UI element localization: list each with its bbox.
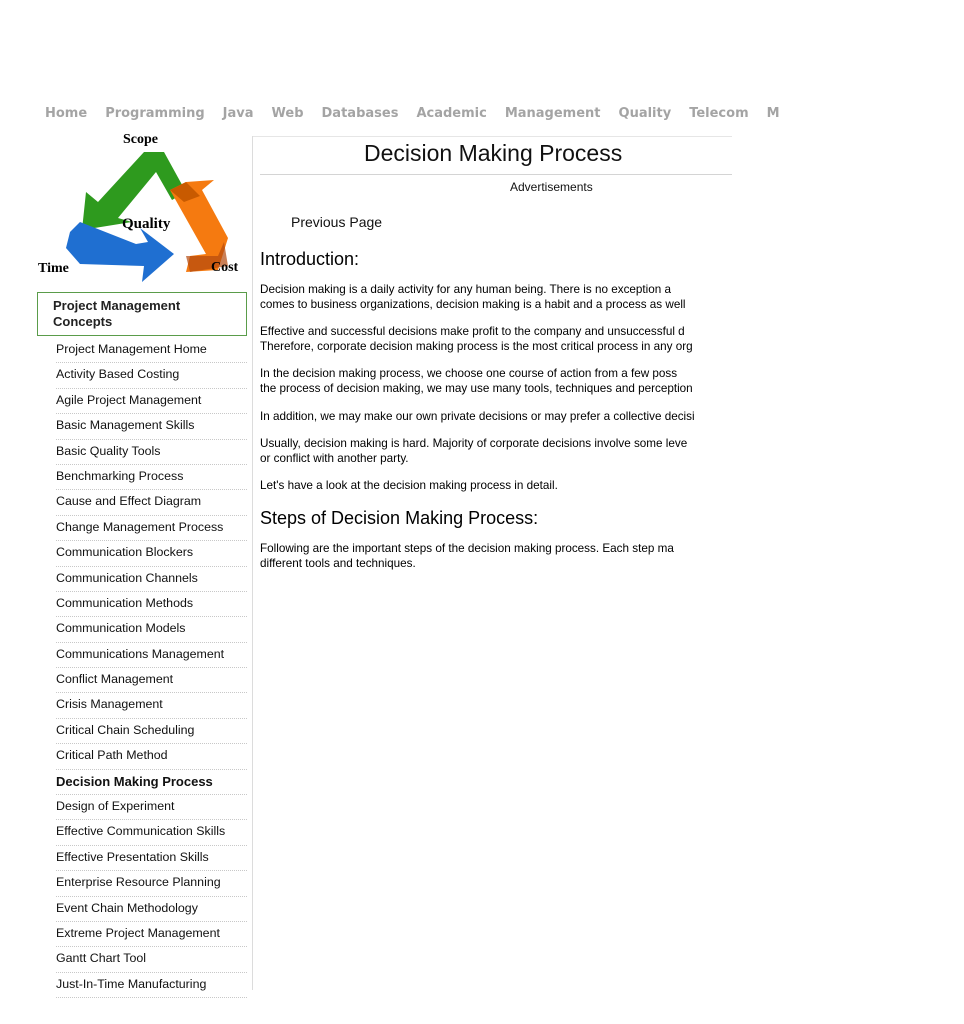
paragraph-line: Therefore, corporate decision making process is the most critical process in any org — [260, 339, 693, 353]
content-top-border — [253, 136, 732, 137]
steps-heading: Steps of Decision Making Process: — [260, 507, 539, 528]
sidebar-item[interactable]: Extreme Project Management — [56, 922, 247, 947]
nav-more[interactable]: M — [766, 106, 780, 121]
logo-time-label: Time — [38, 261, 69, 276]
logo-quality-label: Quality — [122, 216, 171, 232]
sidebar-item[interactable]: Critical Chain Scheduling — [56, 719, 247, 744]
nav-telecom[interactable]: Telecom — [689, 106, 749, 121]
paragraph-line: Usually, decision making is hard. Majority of corporate decisions involve some leve — [260, 437, 688, 451]
paragraph-line: In addition, we may make our own private decisions or may prefer a collective decisi — [260, 409, 695, 423]
logo-cost-label: Cost — [211, 260, 239, 275]
nav-quality[interactable]: Quality — [618, 106, 672, 121]
sidebar-item[interactable]: Cause and Effect Diagram — [56, 490, 247, 515]
sidebar-item[interactable]: Crisis Management — [56, 693, 247, 718]
sidebar-item[interactable]: Communication Blockers — [56, 541, 247, 566]
sidebar-item-active[interactable]: Decision Making Process — [56, 770, 247, 795]
intro-paragraphs — [260, 283, 732, 494]
sidebar-item[interactable]: Basic Quality Tools — [56, 440, 247, 465]
sidebar-item[interactable]: Benchmarking Process — [56, 465, 247, 490]
paragraph-line: In the decision making process, we choose one course of action from a few poss — [260, 367, 678, 381]
steps-line: different tools and techniques. — [260, 556, 416, 570]
sidebar-item[interactable]: Project Management Home — [56, 338, 247, 363]
sidebar-list — [37, 338, 247, 998]
paragraph-line: Let's have a look at the decision making process in detail. — [260, 479, 558, 493]
nav-databases[interactable]: Databases — [321, 106, 399, 121]
sidebar-item[interactable]: Communication Channels — [56, 567, 247, 592]
sidebar-item[interactable]: Communication Models — [56, 617, 247, 642]
title-divider — [260, 174, 732, 175]
paragraph — [260, 410, 800, 425]
paragraph-line: Decision making is a daily activity for any human being. There is no exception a — [260, 283, 672, 296]
sidebar-item[interactable]: Basic Management Skills — [56, 414, 247, 439]
nav-web[interactable]: Web — [271, 106, 304, 121]
main-content — [260, 138, 732, 998]
paragraph — [260, 325, 800, 354]
sidebar-item[interactable]: Just-In-Time Manufacturing — [56, 973, 247, 998]
sidebar-item[interactable]: Gantt Chart Tool — [56, 947, 247, 972]
steps-paragraph — [260, 542, 800, 571]
page-title: Decision Making Process — [364, 140, 623, 166]
sidebar-item[interactable]: Agile Project Management — [56, 389, 247, 414]
sidebar-item[interactable]: Change Management Process — [56, 516, 247, 541]
sidebar-item[interactable]: Activity Based Costing — [56, 363, 247, 388]
nav-home[interactable]: Home — [45, 106, 88, 121]
top-nav — [36, 104, 780, 122]
paragraph-line: Effective and successful decisions make profit to the company and unsuccessful d — [260, 325, 685, 339]
sidebar-item[interactable]: Communications Management — [56, 643, 247, 668]
nav-java[interactable]: Java — [222, 106, 254, 121]
paragraph-line: or conflict with another party. — [260, 451, 409, 465]
paragraph — [260, 437, 800, 466]
paragraph — [260, 367, 800, 396]
sidebar-item[interactable]: Communication Methods — [56, 592, 247, 617]
paragraph-line: the process of decision making, we may use many tools, techniques and perception — [260, 381, 693, 395]
paragraph — [260, 283, 800, 312]
paragraph-line: comes to business organizations, decision making is a habit and a process as well — [260, 297, 686, 311]
sidebar-item[interactable]: Critical Path Method — [56, 744, 247, 769]
sidebar-item[interactable]: Enterprise Resource Planning — [56, 871, 247, 896]
sidebar-item[interactable]: Effective Presentation Skills — [56, 846, 247, 871]
nav-programming[interactable]: Programming — [105, 106, 205, 121]
sidebar-item[interactable]: Event Chain Methodology — [56, 897, 247, 922]
sidebar-item[interactable]: Effective Communication Skills — [56, 820, 247, 845]
sidebar — [37, 292, 247, 998]
logo-scope-label: Scope — [123, 132, 158, 147]
steps-line: Following are the important steps of the decision making process. Each step ma — [260, 541, 674, 555]
previous-page-link[interactable]: Previous Page — [291, 214, 383, 230]
nav-academic[interactable]: Academic — [416, 106, 487, 121]
sidebar-item[interactable]: Conflict Management — [56, 668, 247, 693]
sidebar-item[interactable]: Design of Experiment — [56, 795, 247, 820]
site-logo[interactable] — [36, 130, 248, 282]
paragraph — [260, 479, 800, 494]
sidebar-heading: Project Management Concepts — [37, 292, 247, 336]
intro-heading: Introduction: — [260, 249, 360, 269]
advertisements-label: Advertisements — [510, 180, 593, 194]
nav-management[interactable]: Management — [504, 106, 601, 121]
content-divider — [252, 136, 253, 990]
